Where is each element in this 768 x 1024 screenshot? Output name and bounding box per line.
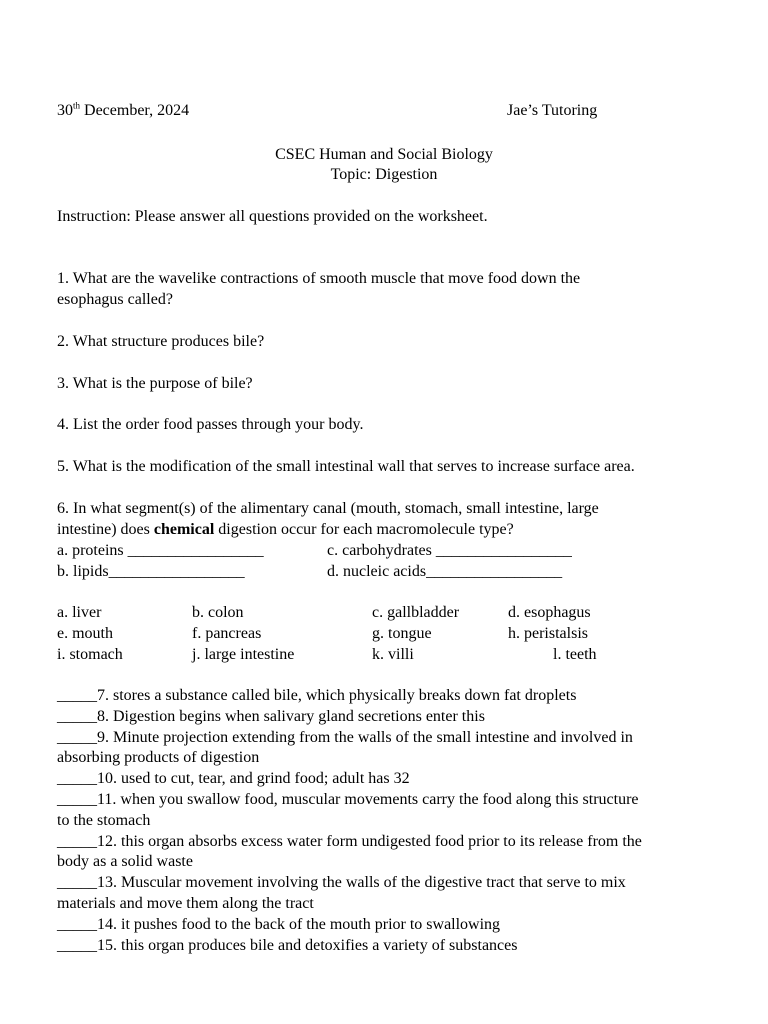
matching-item-7: _____7. stores a substance called bile, which physically breaks down fat droplets xyxy=(57,687,577,704)
word-bank-item: l. teeth xyxy=(553,646,597,663)
q6-answer-c: c. carbohydrates _________________ xyxy=(327,542,572,559)
matching-item-14: _____14. it pushes food to the back of the mouth prior to swallowing xyxy=(57,916,501,933)
q6-answer-d: d. nucleic acids_________________ xyxy=(327,563,563,580)
instruction-text: Instruction: Please answer all questions provided on the worksheet. xyxy=(57,208,488,225)
matching-item-13-line2: materials and move them along the tract xyxy=(57,895,314,912)
word-bank-item: g. tongue xyxy=(372,625,432,642)
question-6-line1: 6. In what segment(s) of the alimentary canal (mouth, stomach, small intestine, large xyxy=(57,500,599,517)
matching-item-11-line2: to the stomach xyxy=(57,812,151,829)
word-bank-item: e. mouth xyxy=(57,625,113,642)
question-6-line2 xyxy=(57,519,514,540)
date-rest: December, 2024 xyxy=(80,102,190,119)
q6-answer-a: a. proteins _________________ xyxy=(57,542,264,559)
date-day: 30 xyxy=(57,102,73,119)
matching-item-9-line1: _____9. Minute projection extending from the walls of the small intestine and involved in xyxy=(57,729,633,746)
matching-item-9-line2: absorbing products of digestion xyxy=(57,749,260,766)
word-bank-item: c. gallbladder xyxy=(372,604,460,621)
question-5: 5. What is the modification of the small intestinal wall that serves to increase surface area. xyxy=(57,458,635,475)
word-bank-item: j. large intestine xyxy=(192,646,295,663)
matching-item-12-line2: body as a solid waste xyxy=(57,853,193,870)
date-suffix: th xyxy=(73,100,81,111)
word-bank-item: k. villi xyxy=(372,646,414,663)
question-1-line2: esophagus called? xyxy=(57,291,173,308)
matching-item-10: _____10. used to cut, tear, and grind food; adult has 32 xyxy=(57,770,410,787)
matching-item-12-line1: _____12. this organ absorbs excess water form undigested food prior to its release from the xyxy=(57,833,642,850)
question-1-line1: 1. What are the wavelike contractions of smooth muscle that move food down the xyxy=(57,270,581,287)
matching-item-15: _____15. this organ produces bile and detoxifies a variety of substances xyxy=(57,937,518,954)
question-6-bold-word: chemical xyxy=(153,521,215,538)
matching-item-11-line1: _____11. when you swallow food, muscular movements carry the food along this structure xyxy=(57,791,639,808)
question-2: 2. What structure produces bile? xyxy=(57,333,265,350)
tutor-name: Jae’s Tutoring xyxy=(507,102,598,119)
word-bank-item: h. peristalsis xyxy=(508,625,588,642)
topic-title: Topic: Digestion xyxy=(330,166,438,183)
word-bank-item: b. colon xyxy=(192,604,244,621)
course-title: CSEC Human and Social Biology xyxy=(275,146,493,163)
question-3: 3. What is the purpose of bile? xyxy=(57,375,253,392)
question-4: 4. List the order food passes through your body. xyxy=(57,416,364,433)
question-6-text-post: digestion occur for each macromolecule type? xyxy=(214,521,514,538)
word-bank-item: a. liver xyxy=(57,604,102,621)
matching-item-8: _____8. Digestion begins when salivary gland secretions enter this xyxy=(57,708,485,725)
word-bank-item: f. pancreas xyxy=(192,625,262,642)
question-6-text-pre: intestine) does xyxy=(57,521,154,538)
q6-answer-b: b. lipids_________________ xyxy=(57,563,245,580)
word-bank-item: d. esophagus xyxy=(508,604,591,621)
matching-item-13-line1: _____13. Muscular movement involving the walls of the digestive tract that serve to mix xyxy=(57,874,626,891)
date-line xyxy=(57,100,189,121)
word-bank-item: i. stomach xyxy=(57,646,123,663)
